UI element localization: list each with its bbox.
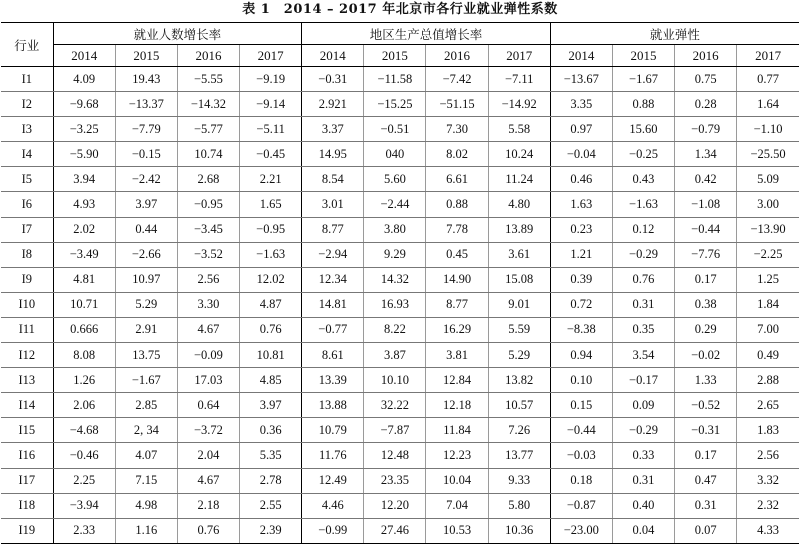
table-row [1,493,799,518]
table-cell: 13.39 [302,368,364,393]
table-cell: 0.38 [675,292,737,317]
table-cell: 16.93 [364,292,426,317]
table-cell: 8.22 [364,317,426,342]
table-cell: 10.74 [177,142,239,167]
industry-code: I17 [1,468,53,493]
industry-code: I10 [1,292,53,317]
table-cell: 2.33 [53,518,115,543]
table-cell: 0.35 [612,317,674,342]
table-row [1,142,799,167]
table-cell: 0.75 [675,67,737,92]
table-cell: −0.29 [612,242,674,267]
table-cell: 19.43 [115,67,177,92]
table-cell: −1.63 [612,192,674,217]
table-cell: −0.87 [550,493,612,518]
table-cell: 1.34 [675,142,737,167]
table-cell: 3.54 [612,343,674,368]
table-cell: 0.31 [612,292,674,317]
table-cell: −0.09 [177,343,239,368]
table-row [1,92,799,117]
table-cell: 13.75 [115,343,177,368]
table-cell: 10.24 [488,142,550,167]
year-header: 2017 [737,45,799,67]
industry-code: I4 [1,142,53,167]
table-cell: 3.30 [177,292,239,317]
table-cell: −0.29 [612,418,674,443]
table-cell: 0.04 [612,518,674,543]
table-cell: 12.84 [426,368,488,393]
header-group-employment-growth: 就业人数增长率 [53,23,302,45]
table-cell: 0.88 [426,192,488,217]
table-cell: −1.67 [115,368,177,393]
table-cell: −14.32 [177,92,239,117]
table-row [1,418,799,443]
table-cell: −3.72 [177,418,239,443]
table-cell: 0.29 [675,317,737,342]
industry-code: I16 [1,443,53,468]
table-row [1,217,799,242]
table-cell: 14.81 [302,292,364,317]
table-row [1,368,799,393]
table-cell: 4.85 [240,368,302,393]
table-cell: 0.76 [612,267,674,292]
table-cell: 11.76 [302,443,364,468]
table-cell: 5.29 [488,343,550,368]
table-cell: −0.03 [550,443,612,468]
table-cell: 13.77 [488,443,550,468]
table-cell: 0.45 [426,242,488,267]
table-cell: 13.89 [488,217,550,242]
table-cell: −0.17 [612,368,674,393]
table-cell: 4.09 [53,67,115,92]
table-cell: 12.02 [240,267,302,292]
table-cell: −0.31 [675,418,737,443]
table-cell: −0.77 [302,317,364,342]
industry-code: I2 [1,92,53,117]
table-cell: 10.10 [364,368,426,393]
industry-code: I12 [1,343,53,368]
table-cell: 0.47 [675,468,737,493]
table-cell: 10.53 [426,518,488,543]
table-cell: −0.04 [550,142,612,167]
table-cell: 0.18 [550,468,612,493]
table-cell: −2.25 [737,242,799,267]
table-cell: 2.91 [115,317,177,342]
header-group-gdp-growth: 地区生产总值增长率 [302,23,551,45]
table-cell: 32.22 [364,393,426,418]
table-cell: 9.33 [488,468,550,493]
table-cell: −0.79 [675,117,737,142]
table-cell: 0.15 [550,393,612,418]
table-cell: 2.78 [240,468,302,493]
table-cell: 1.63 [550,192,612,217]
table-cell: −51.15 [426,92,488,117]
table-cell: 0.33 [612,443,674,468]
table-cell: 1.65 [240,192,302,217]
table-cell: 2.04 [177,443,239,468]
industry-code: I9 [1,267,53,292]
table-cell: 6.61 [426,167,488,192]
table-cell: 10.04 [426,468,488,493]
table-cell: −9.68 [53,92,115,117]
table-cell: −5.55 [177,67,239,92]
table-cell: −0.45 [240,142,302,167]
table-cell: −0.15 [115,142,177,167]
table-cell: 5.59 [488,317,550,342]
table-cell: 0.23 [550,217,612,242]
table-cell: 15.08 [488,267,550,292]
year-header: 2015 [364,45,426,67]
year-header: 2015 [612,45,674,67]
table-row [1,468,799,493]
table-cell: 4.67 [177,317,239,342]
table-cell: −5.11 [240,117,302,142]
table-row [1,443,799,468]
table-cell: 2.921 [302,92,364,117]
table-cell: −23.00 [550,518,612,543]
table-cell: −7.11 [488,67,550,92]
table-body [1,67,799,544]
table-cell: 12.34 [302,267,364,292]
table-cell: 1.84 [737,292,799,317]
table-cell: 2.06 [53,393,115,418]
table-cell: 0.77 [737,67,799,92]
table-row [1,518,799,543]
table-cell: −1.08 [675,192,737,217]
table-cell: 1.21 [550,242,612,267]
table-cell: 10.36 [488,518,550,543]
table-cell: 2.88 [737,368,799,393]
table-cell: −7.42 [426,67,488,92]
table-cell: 5.58 [488,117,550,142]
table-cell: −3.52 [177,242,239,267]
table-cell: 2.56 [177,267,239,292]
table-cell: 0.12 [612,217,674,242]
table-cell: −5.77 [177,117,239,142]
table-cell: 2.55 [240,493,302,518]
table-cell: −1.63 [240,242,302,267]
table-cell: 0.44 [115,217,177,242]
table-row [1,267,799,292]
table-cell: −0.25 [612,142,674,167]
table-cell: 3.87 [364,343,426,368]
table-cell: −0.31 [302,67,364,92]
table-cell: 1.64 [737,92,799,117]
table-cell: −1.10 [737,117,799,142]
table-cell: 8.77 [302,217,364,242]
table-cell: −0.46 [53,443,115,468]
table-cell: 0.39 [550,267,612,292]
table-cell: 9.29 [364,242,426,267]
table-cell: 0.76 [240,317,302,342]
table-row [1,67,799,92]
table-cell: −0.95 [177,192,239,217]
employment-elasticity-table [1,22,799,544]
year-header: 2016 [675,45,737,67]
table-cell: −2.42 [115,167,177,192]
table-cell: 27.46 [364,518,426,543]
table-cell: 23.35 [364,468,426,493]
header-group-elasticity: 就业弹性 [550,23,799,45]
table-cell: 2.85 [115,393,177,418]
table-cell: 4.87 [240,292,302,317]
table-cell: 0.666 [53,317,115,342]
table-cell: −9.14 [240,92,302,117]
table-cell: 11.84 [426,418,488,443]
table-cell: 3.94 [53,167,115,192]
table-cell: 3.61 [488,242,550,267]
table-cell: −13.37 [115,92,177,117]
table-cell: 7.26 [488,418,550,443]
table-cell: 2.02 [53,217,115,242]
table-cell: 5.29 [115,292,177,317]
table-cell: 2.65 [737,393,799,418]
table-cell: 10.71 [53,292,115,317]
industry-code: I18 [1,493,53,518]
table-cell: 15.60 [612,117,674,142]
table-cell: 14.90 [426,267,488,292]
table-row [1,343,799,368]
table-cell: 4.81 [53,267,115,292]
table-cell: 2.25 [53,468,115,493]
table-cell: −13.67 [550,67,612,92]
table-cell: 0.09 [612,393,674,418]
table-cell: −9.19 [240,67,302,92]
table-cell: 8.02 [426,142,488,167]
table-cell: 1.83 [737,418,799,443]
table-cell: 2.39 [240,518,302,543]
industry-code: I5 [1,167,53,192]
year-header: 2014 [302,45,364,67]
table-cell: 0.46 [550,167,612,192]
table-cell: 0.28 [675,92,737,117]
table-cell: 12.18 [426,393,488,418]
industry-code: I8 [1,242,53,267]
table-cell: 16.29 [426,317,488,342]
table-cell: 4.07 [115,443,177,468]
table-cell: −5.90 [53,142,115,167]
table-cell: 0.17 [675,443,737,468]
industry-code: I7 [1,217,53,242]
table-cell: −15.25 [364,92,426,117]
table-row [1,117,799,142]
industry-code: I15 [1,418,53,443]
table-cell: 12.49 [302,468,364,493]
table-cell: 7.15 [115,468,177,493]
industry-code: I6 [1,192,53,217]
table-cell: 9.01 [488,292,550,317]
table-cell: 0.76 [177,518,239,543]
table-cell: 0.64 [177,393,239,418]
industry-code: I13 [1,368,53,393]
year-header: 2017 [488,45,550,67]
table-cell: 10.81 [240,343,302,368]
industry-code: I11 [1,317,53,342]
industry-code: I1 [1,67,53,92]
table-cell: 0.31 [612,468,674,493]
table-cell: 4.98 [115,493,177,518]
table-cell: 3.32 [737,468,799,493]
table-cell: 0.43 [612,167,674,192]
table-cell: 3.35 [550,92,612,117]
table-cell: 0.36 [240,418,302,443]
table-cell: 0.97 [550,117,612,142]
table-cell: 17.03 [177,368,239,393]
table-cell: −0.52 [675,393,737,418]
table-cell: −7.76 [675,242,737,267]
table-cell: −1.67 [612,67,674,92]
table-cell: 4.67 [177,468,239,493]
table-cell: 10.79 [302,418,364,443]
table-cell: 3.80 [364,217,426,242]
table-cell: 12.20 [364,493,426,518]
table-cell: −2.44 [364,192,426,217]
table-cell: 040 [364,142,426,167]
table-cell: 3.97 [115,192,177,217]
table-row [1,317,799,342]
year-header: 2015 [115,45,177,67]
table-cell: 5.35 [240,443,302,468]
table-cell: −3.49 [53,242,115,267]
table-cell: 10.97 [115,267,177,292]
table-cell: −11.58 [364,67,426,92]
table-cell: 0.88 [612,92,674,117]
table-cell: 12.23 [426,443,488,468]
table-cell: −25.50 [737,142,799,167]
table-cell: −7.79 [115,117,177,142]
industry-code: I19 [1,518,53,543]
table-cell: 7.78 [426,217,488,242]
table-cell: 0.49 [737,343,799,368]
table-cell: 7.04 [426,493,488,518]
table-row [1,242,799,267]
table-cell: −13.90 [737,217,799,242]
table-cell: 0.72 [550,292,612,317]
table-cell: −14.92 [488,92,550,117]
table-cell: 1.26 [53,368,115,393]
table-cell: 8.77 [426,292,488,317]
table-cell: 0.42 [675,167,737,192]
industry-code: I14 [1,393,53,418]
table-cell: 5.09 [737,167,799,192]
table-cell: 5.60 [364,167,426,192]
table-cell: 4.93 [53,192,115,217]
table-cell: −4.68 [53,418,115,443]
table-row [1,192,799,217]
table-cell: −3.25 [53,117,115,142]
header-industry: 行业 [1,23,53,67]
year-header: 2016 [177,45,239,67]
table-cell: 12.48 [364,443,426,468]
table-cell: 5.80 [488,493,550,518]
table-cell: 0.17 [675,267,737,292]
table-cell: −3.45 [177,217,239,242]
year-header: 2014 [53,45,115,67]
table-cell: 8.61 [302,343,364,368]
table-cell: 4.33 [737,518,799,543]
table-cell: 2.68 [177,167,239,192]
table-cell: 3.37 [302,117,364,142]
table-cell: 10.57 [488,393,550,418]
table-cell: 0.10 [550,368,612,393]
table-cell: 13.82 [488,368,550,393]
table-cell: 3.97 [240,393,302,418]
table-cell: 11.24 [488,167,550,192]
table-cell: 14.32 [364,267,426,292]
table-cell: 13.88 [302,393,364,418]
table-cell: −2.94 [302,242,364,267]
table-cell: 3.00 [737,192,799,217]
table-cell: 2.18 [177,493,239,518]
table-cell: −0.95 [240,217,302,242]
year-header: 2017 [240,45,302,67]
table-cell: 0.94 [550,343,612,368]
table-row [1,292,799,317]
table-cell: 0.40 [612,493,674,518]
table-cell: 1.16 [115,518,177,543]
table-cell: 7.00 [737,317,799,342]
table-cell: 2.56 [737,443,799,468]
table-cell: 8.08 [53,343,115,368]
industry-code: I3 [1,117,53,142]
table-cell: −0.51 [364,117,426,142]
year-header: 2014 [550,45,612,67]
table-row [1,167,799,192]
table-cell: 2.32 [737,493,799,518]
table-cell: −0.99 [302,518,364,543]
table-cell: 14.95 [302,142,364,167]
table-cell: 2, 34 [115,418,177,443]
year-header: 2016 [426,45,488,67]
table-caption: 表 1 2014 – 2017 年北京市各行业就业弹性系数 [242,2,558,17]
table-cell: −2.66 [115,242,177,267]
table-cell: −8.38 [550,317,612,342]
table-cell: 8.54 [302,167,364,192]
table-cell: 0.31 [675,493,737,518]
table-cell: −0.44 [675,217,737,242]
table-cell: 0.07 [675,518,737,543]
table-row [1,393,799,418]
table-cell: 7.30 [426,117,488,142]
table-cell: 1.33 [675,368,737,393]
table-cell: 4.80 [488,192,550,217]
table-cell: 1.25 [737,267,799,292]
table-cell: 3.81 [426,343,488,368]
table-cell: −0.44 [550,418,612,443]
table-cell: 3.01 [302,192,364,217]
year-header-row [1,45,799,67]
table-cell: −3.94 [53,493,115,518]
table-cell: −7.87 [364,418,426,443]
table-cell: −0.02 [675,343,737,368]
table-cell: 2.21 [240,167,302,192]
table-cell: 4.46 [302,493,364,518]
